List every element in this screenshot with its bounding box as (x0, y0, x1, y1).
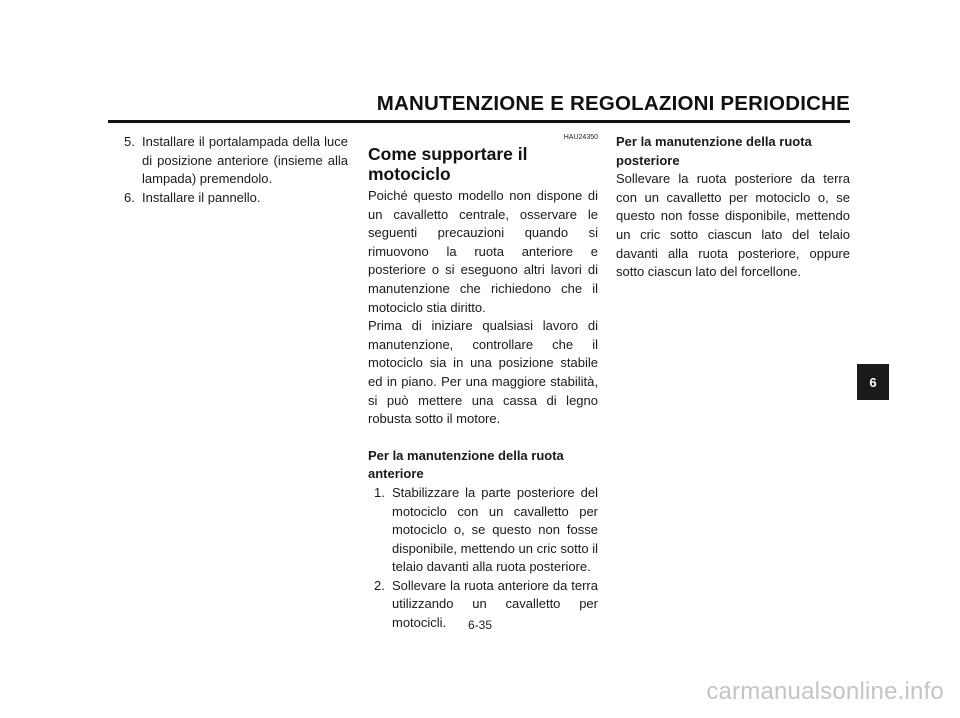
header-divider (108, 120, 850, 123)
paragraph: Poiché questo modello non dispone di un cavalletto centrale, osservare le seguenti precauzioni quando si rimuovono la ruota anteriore e posteriore o si eseguono altri lavori di manutenzione che richiedono che il motociclo stia diritto. (368, 188, 598, 315)
watermark: carmanualsonline.info (706, 678, 944, 705)
paragraph: Sollevare la ruota posteriore da terra con un cavalletto per motociclo o, se questo non fosse disponibile, mettendo un cric sotto ciascun lato del telaio davanti alla ruota posteriore, oppure sotto ciascun lato del forcellone. (616, 171, 850, 280)
list-item (108, 189, 348, 208)
paragraph: Prima di iniziare qualsiasi lavoro di manutenzione, controllare che il motociclo sia in una posizione stabile ed in piano. Per una maggiore stabilità, si può mettere una cassa di legno robusta sotto il motore. (368, 318, 598, 427)
list-item (108, 133, 348, 189)
section-code: HAU24350 (563, 134, 598, 141)
page-title: MANUTENZIONE E REGOLAZIONI PERIODICHE (376, 92, 850, 115)
section-heading: Come supportare il motociclo (368, 144, 528, 184)
column-left (108, 133, 348, 207)
column-middle (368, 133, 598, 633)
list-item-number: 5. (124, 134, 135, 149)
list-item-number: 6. (124, 189, 135, 205)
subheading: Per la manutenzione della ruota posteriore (616, 134, 812, 168)
subheading: Per la manutenzione della ruota anteriore (368, 447, 564, 482)
list-item-number: 2. (374, 577, 385, 593)
chapter-tab: 6 (857, 364, 889, 400)
list-item-text: Installare il portalampada della luce di posizione anteriore (insieme alla lampada) premendolo. (142, 134, 348, 187)
list-item-number: 1. (374, 484, 385, 500)
list-item (368, 484, 598, 577)
list-item-text: Stabilizzare la parte posteriore del motociclo con un cavalletto per motociclo o, se questo non fosse disponibile, mettendo un cric sotto il telaio davanti alla ruota posteriore. (392, 484, 598, 575)
list-item-text: Installare il pannello. (142, 189, 261, 205)
list-item-text: Sollevare la ruota anteriore da terra utilizzando un cavalletto per motocicli. (392, 577, 598, 631)
page-number: 6-35 (467, 618, 493, 632)
column-right (616, 133, 850, 282)
